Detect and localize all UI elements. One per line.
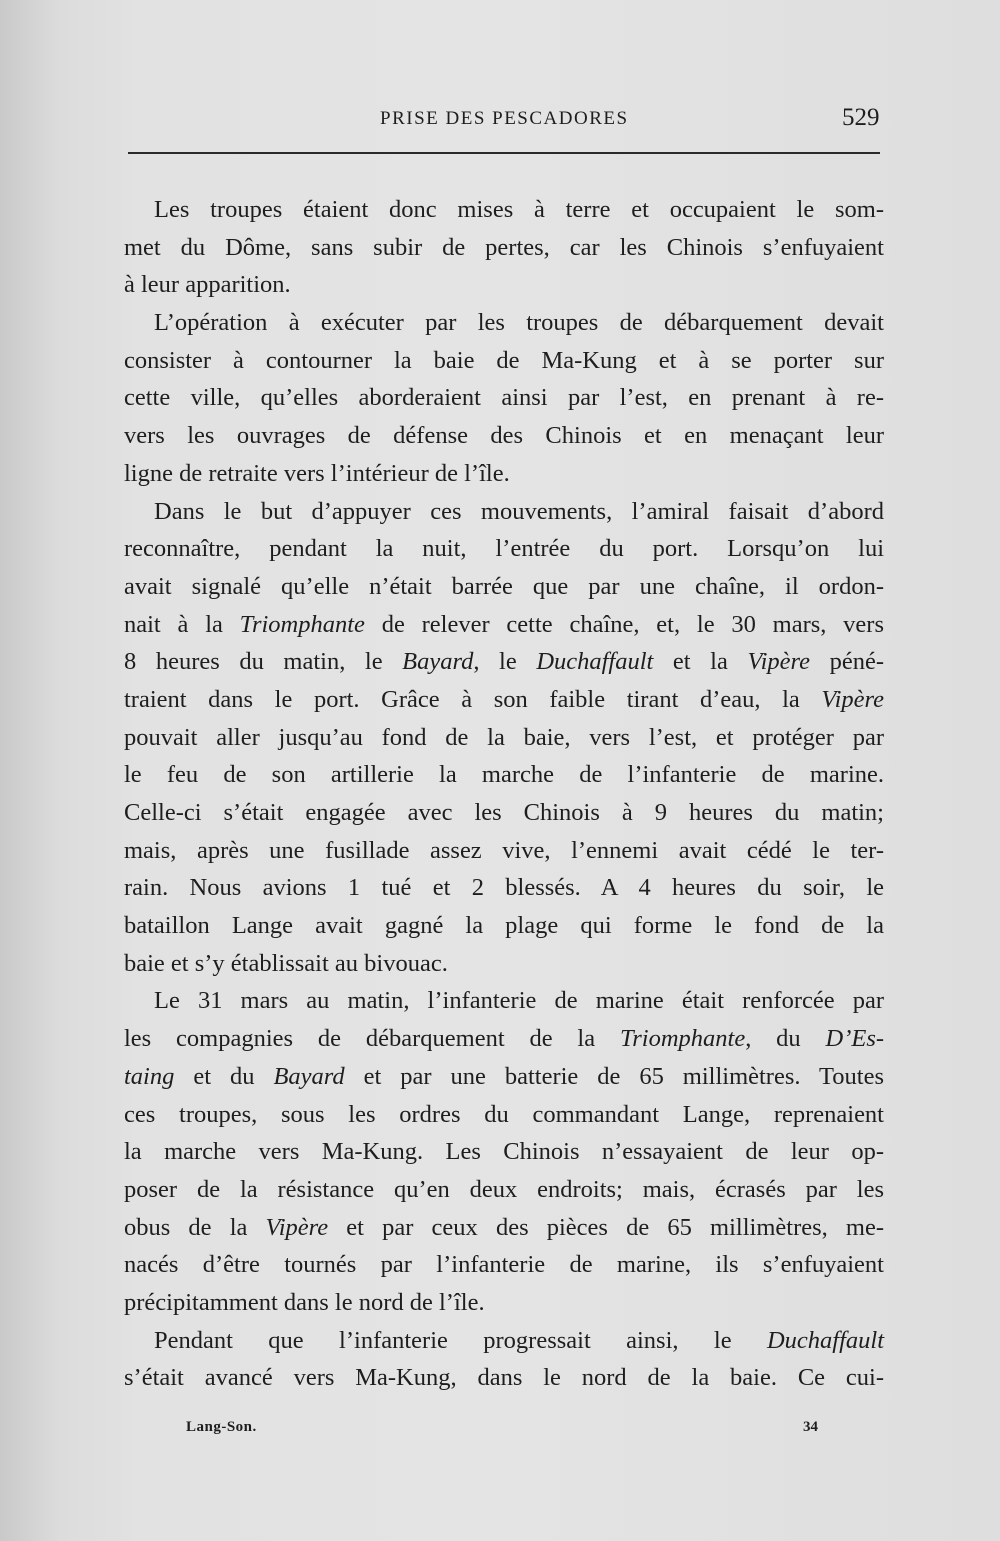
text-line: ces troupes, sous les ordres du commandant Lange, reprenaient xyxy=(124,1100,884,1128)
text-line xyxy=(124,1058,884,1096)
text-line: à leur apparition. xyxy=(124,271,291,299)
text-run: de relever cette chaîne, et, le 30 mars, vers xyxy=(364,610,885,638)
text-line xyxy=(124,643,884,681)
text-line: consister à contourner la baie de Ma-Kung et à se porter sur xyxy=(124,346,884,374)
text-run: et la xyxy=(653,648,748,676)
text-line: ligne de retraite vers l’intérieur de l’île. xyxy=(124,459,510,487)
text-line xyxy=(124,1209,884,1247)
text-line: s’était avancé vers Ma-Kung, dans le nord de la baie. Ce cui- xyxy=(124,1364,884,1392)
text-line: reconnaître, pendant la nuit, l’entrée du port. Lorsqu’on lui xyxy=(124,535,884,563)
text-line: Le 31 mars au matin, l’infanterie de marine était renforcée par xyxy=(154,987,884,1015)
text-line: mais, après une fusillade assez vive, l’ennemi avait cédé le ter- xyxy=(124,836,884,864)
footer-sheet-number: 34 xyxy=(803,1419,818,1435)
text-line: baie et s’y établissait au bivouac. xyxy=(124,949,448,977)
text-line: le feu de son artillerie la marche de l’infanterie de marine. xyxy=(124,761,884,789)
text-line: poser de la résistance qu’en deux endroits; mais, écrasés par les xyxy=(124,1175,884,1203)
italic-text-run: taing xyxy=(124,1062,175,1090)
text-line: met du Dôme, sans subir de pertes, car les Chinois s’enfuyaient xyxy=(124,233,884,261)
text-line xyxy=(124,1322,884,1360)
italic-text-run: D’Es- xyxy=(825,1025,885,1053)
text-line xyxy=(124,681,884,719)
text-line xyxy=(124,1020,884,1058)
italic-text-run: Triomphante xyxy=(239,610,365,638)
running-title: PRISE DES PESCADORES xyxy=(380,108,629,129)
text-run: , du xyxy=(745,1025,826,1053)
footer-signature: Lang-Son. xyxy=(186,1419,257,1435)
text-run: et par une batterie de 65 millimètres. Toutes xyxy=(344,1062,884,1090)
text-line: nacés d’être tournés par l’infanterie de marine, ils s’enfuyaient xyxy=(124,1251,884,1279)
text-line: précipitamment dans le nord de l’île. xyxy=(124,1288,485,1316)
body-text xyxy=(124,191,884,1397)
page-number: 529 xyxy=(842,104,880,131)
text-run: et du xyxy=(174,1062,274,1090)
text-run: , le xyxy=(473,648,537,676)
text-run: et par ceux des pièces de 65 millimètres, me- xyxy=(328,1213,884,1241)
text-line xyxy=(124,606,884,644)
text-run: Pendant que l’infanterie progressait ainsi, le xyxy=(154,1326,767,1354)
text-run: nait à la xyxy=(124,610,240,638)
text-line: la marche vers Ma-Kung. Les Chinois n’essayaient de leur op- xyxy=(124,1138,884,1166)
italic-text-run: Duchaffault xyxy=(766,1326,884,1354)
text-line: rain. Nous avions 1 tué et 2 blessés. A 4 heures du soir, le xyxy=(124,874,884,902)
italic-text-run: Triomphante xyxy=(619,1025,746,1053)
text-line: Dans le but d’appuyer ces mouvements, l’amiral faisait d’abord xyxy=(154,497,884,525)
italic-text-run: Duchaffault xyxy=(536,648,654,676)
italic-text-run: Vipère xyxy=(747,648,811,676)
header-rule xyxy=(128,152,880,154)
text-line: vers les ouvrages de défense des Chinois et en menaçant leur xyxy=(124,422,884,450)
text-run: obus de la xyxy=(124,1213,266,1241)
text-line: cette ville, qu’elles aborderaient ainsi par l’est, en prenant à re- xyxy=(124,384,884,412)
text-run: 8 heures du matin, le xyxy=(124,648,403,676)
text-line: pouvait aller jusqu’au fond de la baie, vers l’est, et protéger par xyxy=(124,723,884,751)
text-line: Les troupes étaient donc mises à terre et occupaient le som- xyxy=(154,196,884,223)
text-run: les compagnies de débarquement de la xyxy=(124,1025,620,1053)
text-line: Celle-ci s’était engagée avec les Chinois à 9 heures du matin; xyxy=(124,799,884,826)
italic-text-run: Bayard xyxy=(402,648,474,676)
italic-text-run: Bayard xyxy=(273,1062,345,1090)
text-line: avait signalé qu’elle n’était barrée que par une chaîne, il ordon- xyxy=(124,572,884,600)
text-line: bataillon Lange avait gagné la plage qui forme le fond de la xyxy=(124,912,884,940)
text-run: traient dans le port. Grâce à son faible tirant d’eau, la xyxy=(124,685,822,713)
text-run: péné- xyxy=(810,648,884,676)
text-line: L’opération à exécuter par les troupes de débarquement devait xyxy=(154,309,884,337)
italic-text-run: Vipère xyxy=(821,685,884,713)
italic-text-run: Vipère xyxy=(265,1213,329,1241)
